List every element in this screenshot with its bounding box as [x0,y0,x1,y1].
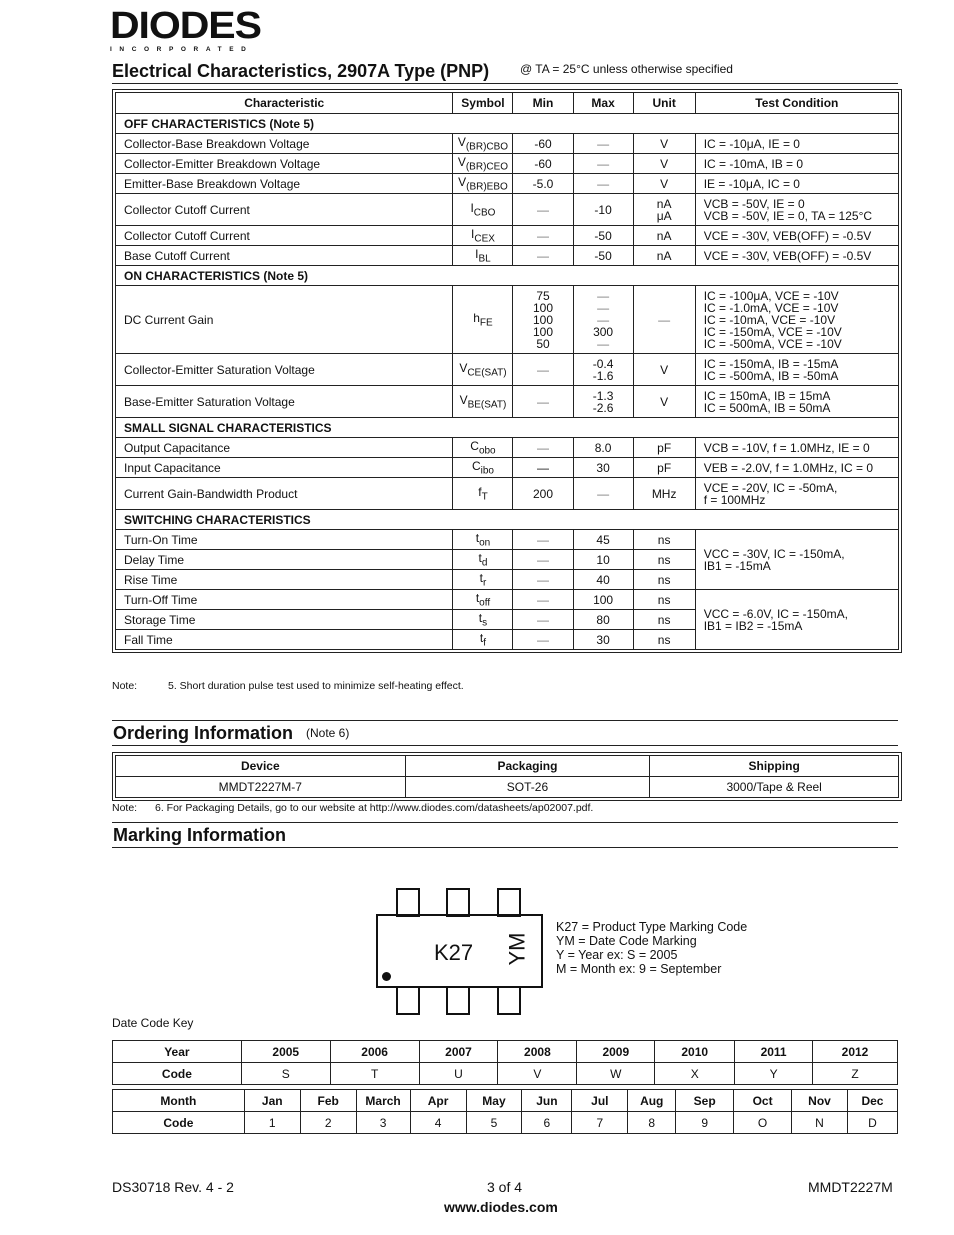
marking-title: Marking Information [113,825,287,845]
switch-on-condition: VCC = -30V, IC = -150mA, IB1 = -15mA [695,530,898,590]
table-row: Base-Emitter Saturation Voltage $V_{BE(SAT)}$ — -1.3 -2.6 V IC = 150mA, IB = 15mA IC = 500mA, IB = 50mA [116,386,899,418]
table-row: Turn-Off Time $t_{off}$ — 100 ns VCC = -6.0V, IC = -150mA, IB1 = IB2 = -15mA [116,590,899,610]
note-5-text: 5. Short duration pulse test used to minimize self-heating effect. [168,680,464,692]
ordering-note-ref: (Note 6) [306,726,350,740]
group-row-small-signal: SMALL SIGNAL CHARACTERISTICS [116,418,899,438]
date-code-mark: YM [504,932,530,966]
package-pin [446,986,470,1015]
table-row: DC Current Gain $h_{FE}$ 75 100 100 100 50 — — — 300 — — IC = -100μA, VCE = -10V IC = -1.0mA, VCE = -10V IC = -10mA, VCE = -10V IC = -150mA, VCE = -10V IC = -500mA, VCE = -10V [116,286,899,354]
table-row: Code 1 2 3 4 5 6 7 8 9 O N D [113,1112,898,1134]
table-row: Delay Time $t_d$ — 10 ns [116,550,899,570]
package-pin [497,986,521,1015]
switch-off-condition: VCC = -6.0V, IC = -150mA, IB1 = IB2 = -15mA [695,590,898,650]
table-header-row [116,93,899,114]
year-code-table [112,1040,898,1085]
package-pin [396,888,420,917]
condition-note: @ TA = 25°C unless otherwise specified [520,62,733,76]
electrical-characteristics-table [112,89,902,653]
header-max: Max [573,93,633,114]
table-row: Month Jan Feb March Apr May Jun Jul Aug Sep Oct Nov Dec [113,1090,898,1112]
table-row: Storage Time $t_s$ — 80 ns [116,610,899,630]
group-row-switching: SWITCHING CHARACTERISTICS [116,510,899,530]
date-code-key-label: Date Code Key [112,1016,194,1030]
header-symbol: Symbol [453,93,513,114]
table-row: Input Capacitance $C_{ibo}$ — 30 pF VEB = -2.0V, f = 1.0MHz, IC = 0 [116,458,899,478]
page-title: Electrical Characteristics, 2907A Type (PNP) [112,61,490,81]
table-row: Rise Time $t_r$ — 40 ns [116,570,899,590]
table-row: Base Cutoff Current $I_{BL}$ — -50 nA VCE = -30V, VEB(OFF) = -0.5V [116,246,899,266]
logo-main-text: DIODES [110,5,261,47]
month-code-table [112,1089,898,1134]
footer-url[interactable]: www.diodes.com [444,1199,558,1215]
marking-bottom-rule [112,847,898,848]
title-rule [112,83,898,84]
table-row: Current Gain-Bandwidth Product $f_T$ 200 — MHz VCE = -20V, IC = -50mA, f = 100MHz [116,478,899,510]
ordering-table [112,752,902,801]
group-row-off: OFF CHARACTERISTICS (Note 5) [116,114,899,134]
note-6-text: 6. For Packaging Details, go to our website at http://www.diodes.com/datasheets/ap02007.pdf. [155,802,594,814]
ordering-top-rule [112,720,898,721]
table-row: Emitter-Base Breakdown Voltage $V_{(BR)EBO}$ -5.0 — V IE = -10μA, IC = 0 [116,174,899,194]
table-row: Collector-Base Breakdown Voltage $V_{(BR)CBO}$ -60 — V IC = -10μA, IE = 0 [116,134,899,154]
table-row: Collector Cutoff Current $I_{CBO}$ — -10 nA μA VCB = -50V, IE = 0 VCB = -50V, IE = 0, TA = 125°C [116,194,899,226]
table-row: Code S T U V W X Y Z [113,1063,898,1085]
table-row: Collector-Emitter Breakdown Voltage $V_{(BR)CEO}$ -60 — V IC = -10mA, IB = 0 [116,154,899,174]
ordering-bottom-rule [112,745,898,746]
note-5-label: Note: [112,680,138,692]
pin1-dot [382,972,391,981]
table-row: Turn-On Time $t_{on}$ — 45 ns VCC = -30V, IC = -150mA, IB1 = -15mA [116,530,899,550]
footer-page-number: 3 of 4 [487,1179,523,1195]
table-row: Output Capacitance $C_{obo}$ — 8.0 pF VCB = -10V, f = 1.0MHz, IE = 0 [116,438,899,458]
table-row: Collector Cutoff Current $I_{CEX}$ — -50 nA VCE = -30V, VEB(OFF) = -0.5V [116,226,899,246]
table-row: Collector-Emitter Saturation Voltage $V_{CE(SAT)}$ — -0.4 -1.6 V IC = -150mA, IB = -15mA IC = -500mA, IB = -50mA [116,354,899,386]
header-characteristic: Characteristic [116,93,453,114]
header-test-condition: Test Condition [695,93,898,114]
package-pin [497,888,521,917]
marking-legend: K27 = Product Type Marking Code YM = Date Code Marking Y = Year ex: S = 2005 M = Month ex: 9 = September [556,920,748,976]
table-row: MMDT2227M-7 SOT-26 3000/Tape & Reel [116,777,899,798]
marking-top-rule [112,822,898,823]
table-row: Fall Time $t_f$ — 30 ns [116,630,899,650]
marking-code: K27 [434,940,474,965]
footer-part-number: MMDT2227M [808,1179,893,1195]
header-min: Min [513,93,573,114]
diodes-logo [110,5,270,53]
logo-sub-text: INCORPORATED [110,46,254,53]
group-row-on: ON CHARACTERISTICS (Note 5) [116,266,899,286]
table-row: Year 2005 2006 2007 2008 2009 2010 2011 2012 [113,1041,898,1063]
note-6-label: Note: [112,802,138,814]
ordering-title: Ordering Information [113,723,293,743]
table-header-row: Device Packaging Shipping [116,756,899,777]
package-pin [446,888,470,917]
header-unit: Unit [633,93,695,114]
footer-doc-number: DS30718 Rev. 4 - 2 [112,1179,234,1195]
package-pin [396,986,420,1015]
